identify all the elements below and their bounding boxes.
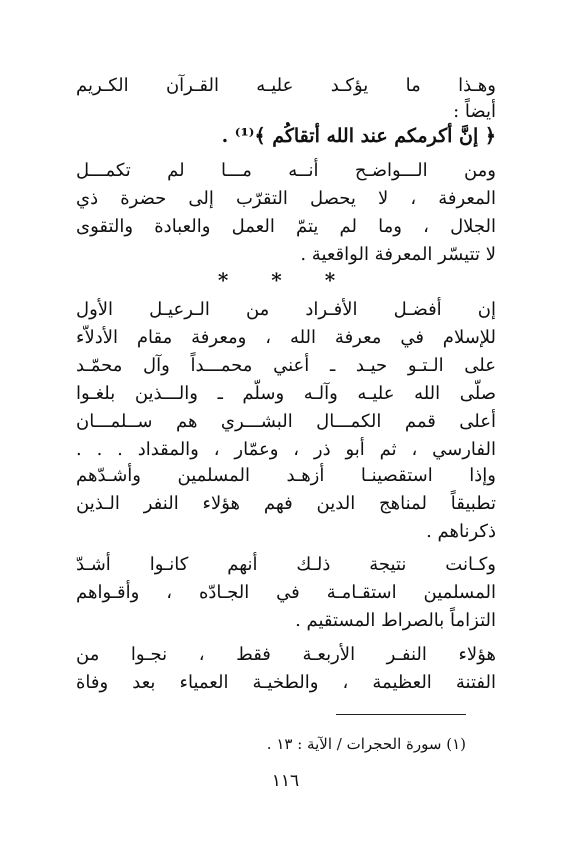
paragraph-3-line-5: أعلى قمم الكمـــال البشـــري هم ســلمـــان	[76, 411, 496, 432]
paragraph-3-line-4: صلّى الله عليـه وآلـه وسلّم ـ والـــذين بلغـوا	[76, 383, 496, 404]
paragraph-1-line-2: أيضاً :	[453, 101, 496, 122]
paragraph-3-line-1: إن أفضـل الأفـراد من الـرعيـل الأول	[76, 299, 496, 320]
paragraph-3-line-3: على الـتـو حيـد ـ أعني محمـــداً وآل محمّـد	[76, 355, 496, 376]
paragraph-1-line-1: وهـذا ما يؤكـد عليـه القـرآن الكـريم	[76, 75, 496, 96]
paragraph-5-line-2: الفتنة العظيمة ، والطخيـة العمياء بعد وفاة	[76, 672, 496, 693]
paragraph-3-line-2: للإسلام في معرفة الله ، ومعرفة مقام الأدلاّء	[76, 327, 496, 348]
paragraph-2-line-2: المعرفة ، لا يحصل التقرّب إلى حضرة ذي	[76, 188, 496, 209]
paragraph-4-line-2: المسلمين استقـامـة في الجـادّه ، وأقـواهم	[76, 582, 496, 603]
footnote: (١) سورة الحجرات / الآية : ١٣ .	[266, 735, 466, 753]
paragraph-3-line-9: ذكرناهم .	[426, 521, 496, 542]
paragraph-2-line-3: الجلال ، وما لم يتمّ العمل والعبادة والتقوى	[76, 216, 496, 237]
paragraph-2-line-1: ومن الـــواضـح أنــه مـــا لم تكمـــل	[76, 160, 496, 181]
paragraph-4-line-1: وكـانت نتيجة ذلـك أنهم كانـوا أشـدّ	[76, 554, 496, 575]
paragraph-4-line-3: التزاماً بالصراط المستقيم .	[295, 610, 496, 631]
quran-verse: ﴿ إنَّ أكرمكم عند الله أتقاكُم ﴾⁽¹⁾ .	[221, 125, 496, 147]
footnote-divider	[336, 714, 466, 715]
paragraph-3-line-6: الفارسي ، ثم أبو ذر ، وعمّار ، والمقداد . . .	[76, 439, 496, 460]
page-number: ١١٦	[271, 771, 300, 791]
paragraph-5-line-1: هؤلاء النفـر الأربعـة فقط ، نجـوا من	[76, 644, 496, 665]
paragraph-2-line-4: لا تتيسّر المعرفة الواقعية .	[300, 244, 496, 265]
paragraph-3-line-7: وإذا استقصينـا أزهـد المسلمين وأشـدّهم	[76, 465, 496, 486]
paragraph-3-line-8: تطبيقاً لمناهج الدين فهم هؤلاء النفر الـذين	[76, 493, 496, 514]
section-separator: * * *	[217, 268, 354, 292]
